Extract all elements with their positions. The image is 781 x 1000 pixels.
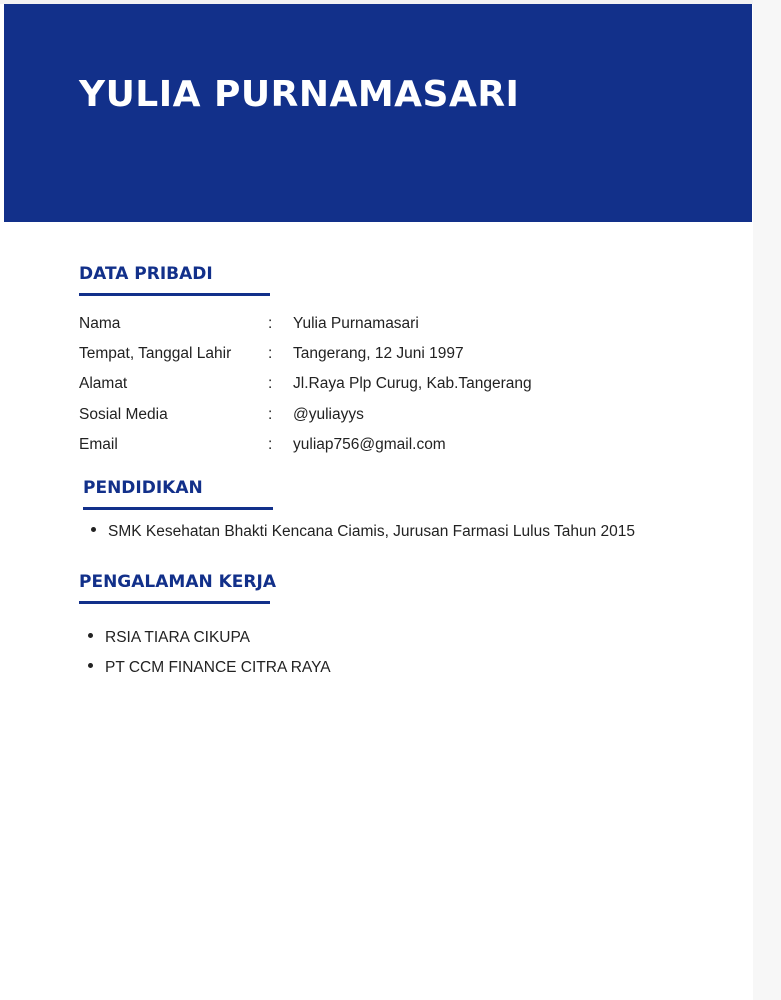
section-title-pendidikan: PENDIDIKAN	[83, 478, 203, 498]
bullet-icon	[88, 663, 93, 668]
section-underline-data-pribadi	[79, 293, 270, 296]
data-label: Sosial Media	[79, 406, 168, 423]
data-separator: :	[268, 315, 273, 332]
page-right-margin	[753, 0, 781, 1000]
data-separator: :	[268, 406, 273, 423]
data-value: Yulia Purnamasari	[293, 315, 419, 332]
data-label: Nama	[79, 315, 121, 332]
bullet-icon	[88, 633, 93, 638]
section-underline-pengalaman-kerja	[79, 601, 270, 604]
header-banner	[4, 4, 752, 222]
data-label: Email	[79, 436, 118, 453]
data-value: Jl.Raya Plp Curug, Kab.Tangerang	[293, 375, 532, 392]
candidate-name: YULIA PURNAMASARI	[79, 74, 520, 115]
section-underline-pendidikan	[83, 507, 273, 510]
section-title-pengalaman-kerja: PENGALAMAN KERJA	[79, 572, 276, 592]
data-label: Tempat, Tanggal Lahir	[79, 345, 232, 362]
data-label: Alamat	[79, 375, 128, 392]
list-item	[88, 627, 250, 649]
list-item-text: RSIA TIARA CIKUPA	[105, 629, 251, 646]
data-value: @yuliayys	[293, 406, 364, 423]
data-value: Tangerang, 12 Juni 1997	[293, 345, 464, 362]
data-separator: :	[268, 345, 273, 362]
section-title-data-pribadi: DATA PRIBADI	[79, 264, 213, 284]
data-separator: :	[268, 436, 273, 453]
data-value: yuliap756@gmail.com	[293, 436, 446, 453]
data-separator: :	[268, 375, 273, 392]
list-item-text: SMK Kesehatan Bhakti Kencana Ciamis, Jurusan Farmasi Lulus Tahun 2015	[108, 523, 636, 540]
list-item	[88, 657, 331, 679]
list-item-text: PT CCM FINANCE CITRA RAYA	[105, 659, 331, 676]
list-item	[91, 521, 635, 543]
bullet-icon	[91, 527, 96, 532]
